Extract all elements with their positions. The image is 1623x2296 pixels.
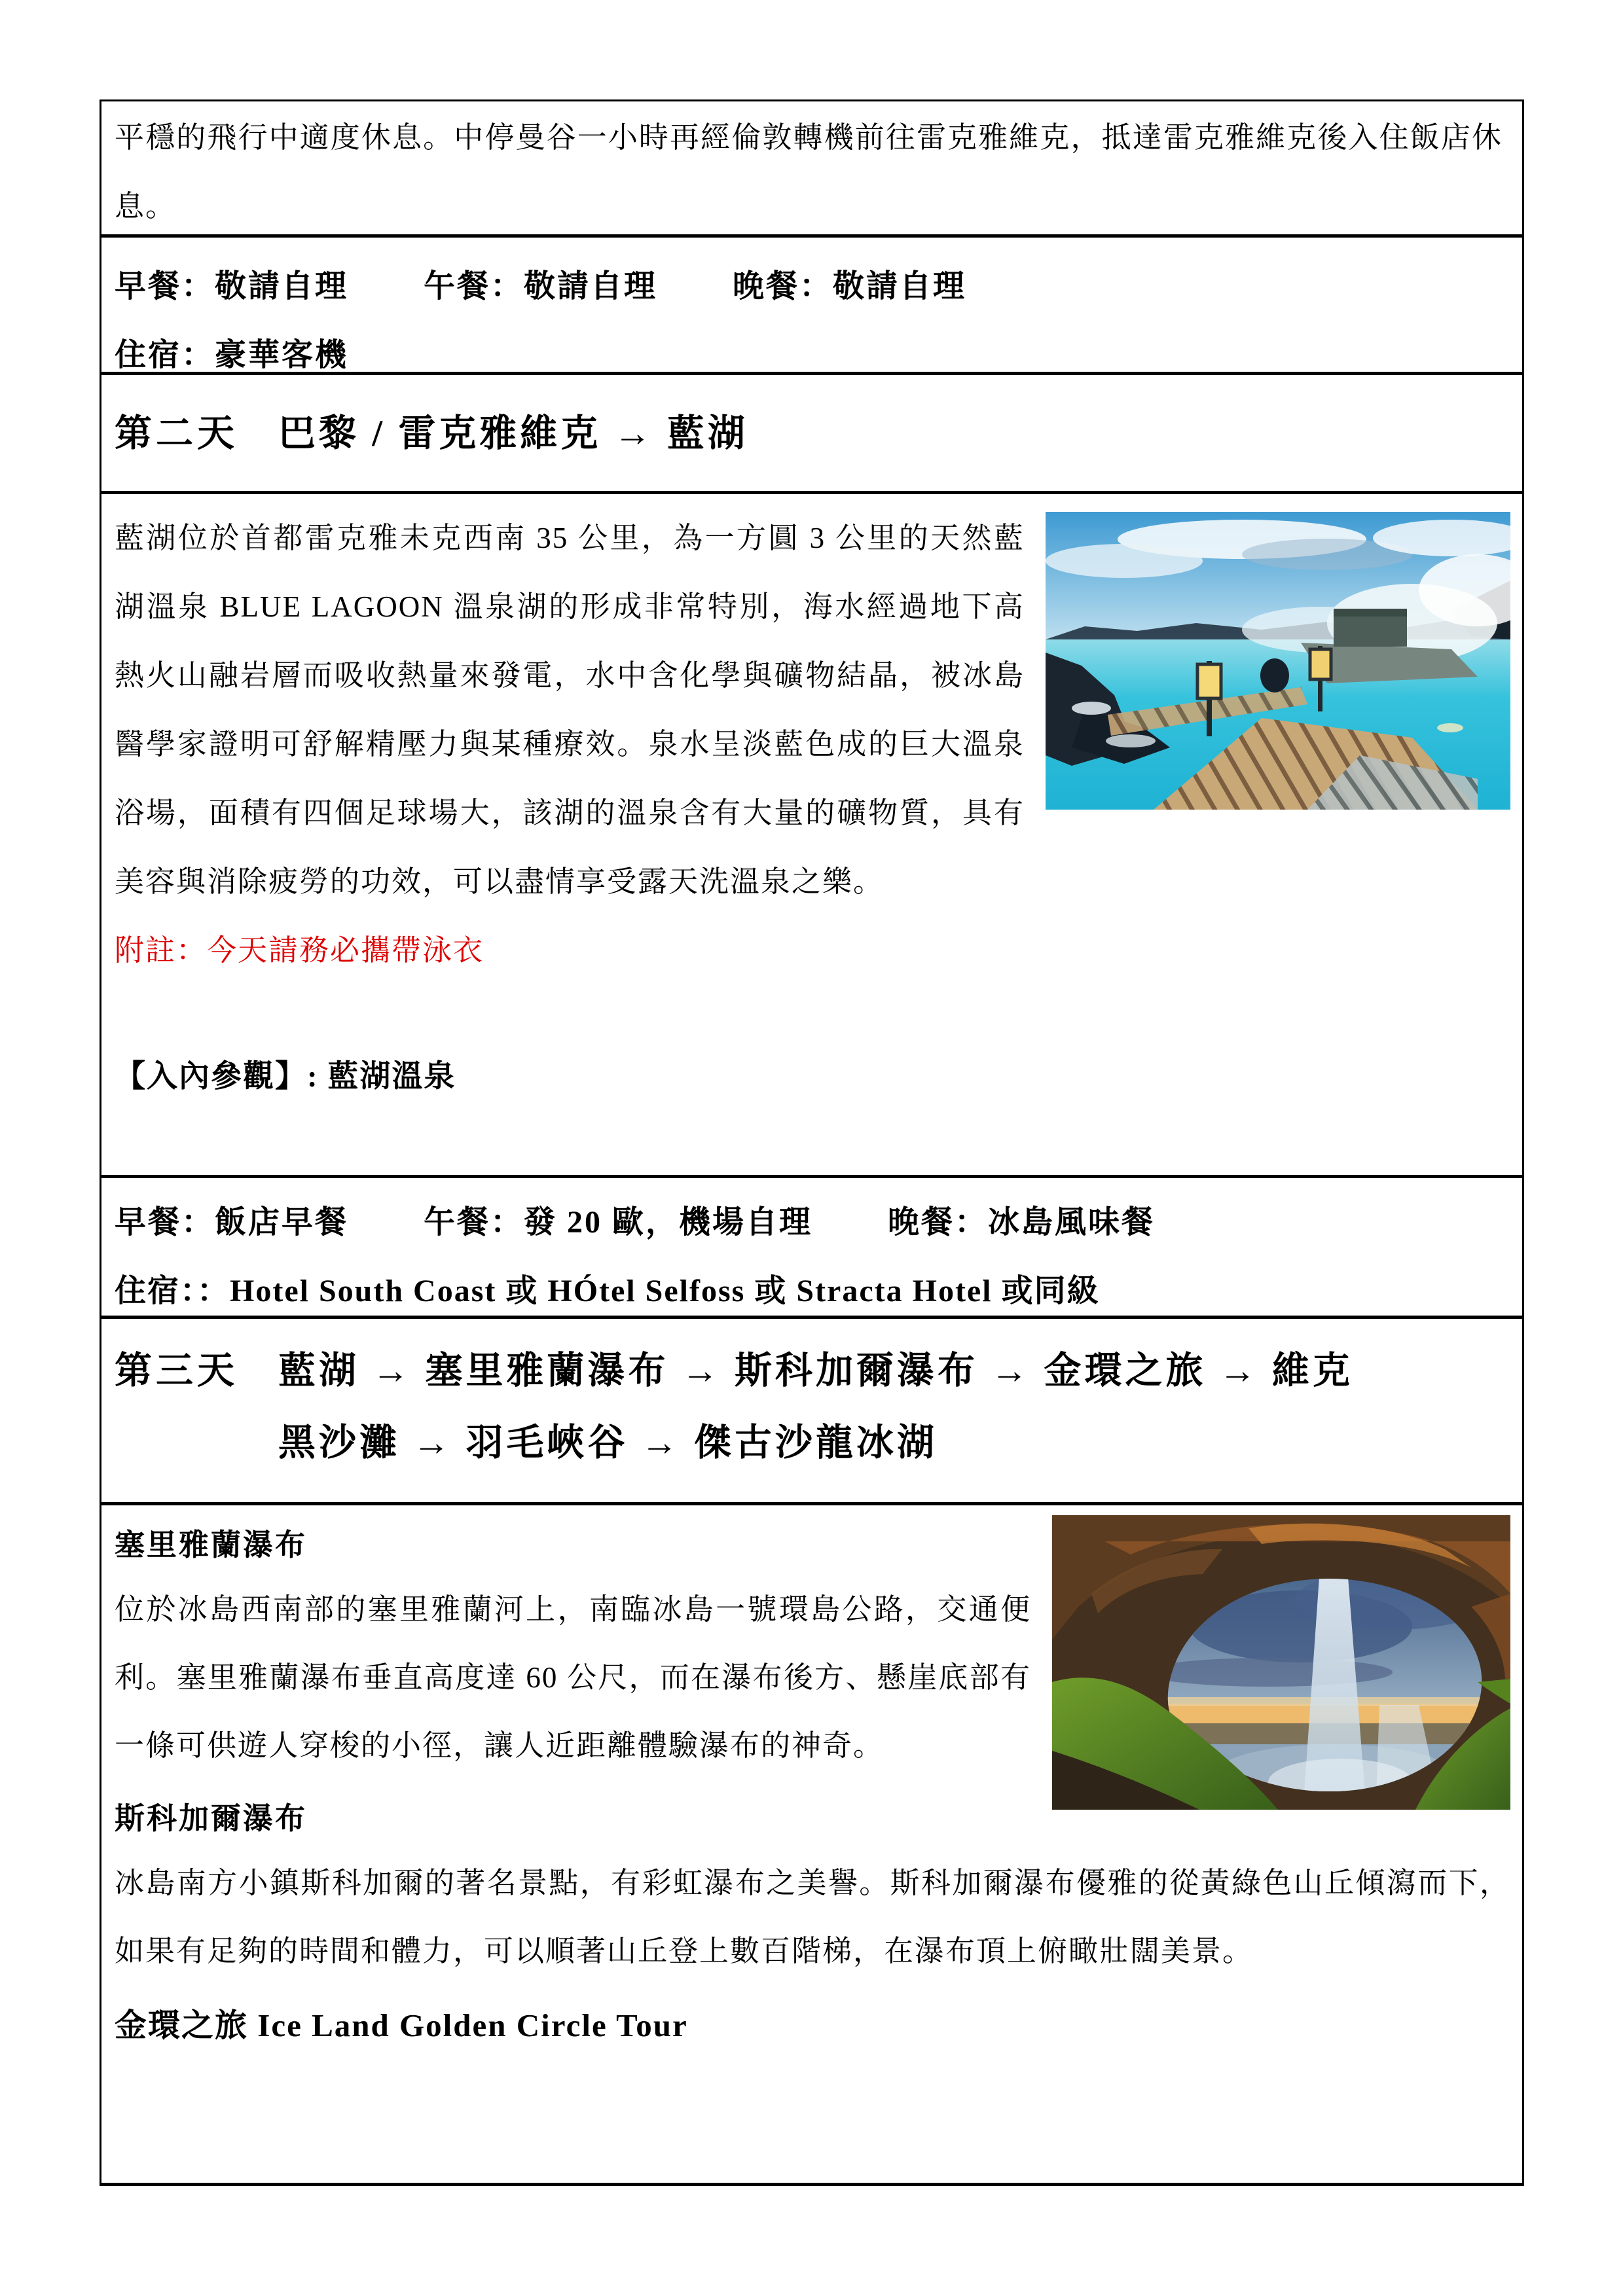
day3-content-row [101, 1502, 1522, 2183]
day1-hotel-line [115, 321, 1509, 372]
day2-visit: 【入內參觀】: 藍湖溫泉 [115, 1060, 456, 1094]
day3-header-row [101, 1316, 1522, 1502]
day2-hotel-line [115, 1257, 1509, 1316]
flight-note-text: 平穩的飛行中適度休息。中停曼谷一小時再經倫敦轉機前往雷克雅維克，抵達雷克雅維克後入住飯店休息。 [115, 121, 1503, 223]
day2-header-row [101, 372, 1522, 491]
blue-lagoon-photo [1046, 512, 1510, 810]
seljalandsfoss-text: 位於冰島西南部的塞里雅蘭河上，南臨冰島一號環島公路，交通便利。塞里雅蘭瀑布垂直高度達 60 公尺，而在瀑布後方、懸崖底部有一條可供遊人穿梭的小徑，讓人近距離體驗瀑布的神奇。 [115, 1593, 1031, 1762]
day1-dinner: 晚餐：敬請自理 [733, 269, 967, 304]
blue-lagoon-illustration [1046, 512, 1510, 810]
day3-route [278, 1335, 1353, 1479]
day2-info-row [101, 1175, 1522, 1316]
day3-route-line-1: 藍湖 → 塞里雅蘭瀑布 → 斯科加爾瀑布 → 金環之旅 → 維克 [278, 1350, 1353, 1391]
day2-breakfast: 早餐：飯店早餐 [115, 1205, 349, 1240]
day2-route: 巴黎 / 雷克雅維克 → 藍湖 [278, 413, 748, 454]
day1-meal-line [115, 252, 1509, 321]
seljalandsfoss-cave-photo [1052, 1515, 1510, 1810]
day1-info-row [101, 234, 1522, 372]
day2-lunch: 午餐：發 20 歐，機場自理 [424, 1205, 813, 1240]
golden-circle-title: 金環之旅 Ice Land Golden Circle Tour [115, 2007, 688, 2043]
flight-note-row [101, 101, 1522, 234]
day2-dinner: 晚餐：冰島風味餐 [888, 1205, 1156, 1240]
day3-label: 第三天 [115, 1350, 238, 1391]
itinerary-table [100, 99, 1524, 2186]
day2-paragraph: 藍湖位於首都雷克雅未克西南 35 公里，為一方圓 3 公里的天然藍湖溫泉 BLUE LAGOON 溫泉湖的形成非常特別，海水經過地下高熱火山融岩層而吸收熱量來發電，水中含化學與礦物結晶，被冰島醫學家證明可舒解精壓力與某種療效。泉水呈淡藍色成的巨大溫泉浴場，面積有四個足球場大，該湖的溫泉含有大量的礦物質，具有美容與消除疲勞的功效，可以盡情享受露天洗溫泉之樂。 [115, 522, 1025, 898]
day1-lunch: 午餐：敬請自理 [424, 269, 658, 304]
day1-hotel: 住宿：豪華客機 [115, 338, 349, 372]
skogafoss-title: 斯科加爾瀑布 [115, 1802, 307, 1835]
day1-breakfast: 早餐：敬請自理 [115, 269, 349, 304]
seljalandsfoss-illustration [1052, 1515, 1510, 1810]
day2-content-row [101, 491, 1522, 1175]
day2-hotel: 住宿：：Hotel South Coast 或 HÓtel Selfoss 或 Stracta Hotel 或同級 [115, 1274, 1100, 1308]
seljalandsfoss-title: 塞里雅蘭瀑布 [115, 1528, 307, 1562]
day2-note: 附註：今天請務必攜帶泳衣 [115, 934, 484, 967]
day2-meal-line [115, 1188, 1509, 1257]
skogafoss-text: 冰島南方小鎮斯科加爾的著名景點，有彩虹瀑布之美譽。斯科加爾瀑布優雅的從黃綠色山丘傾瀉而下，如果有足夠的時間和體力，可以順著山丘登上數百階梯，在瀑布頂上俯瞰壯闊美景。 [115, 1867, 1510, 1967]
day2-label: 第二天 [115, 413, 238, 454]
day3-route-line-2: 黑沙灘 → 羽毛峽谷 → 傑古沙龍冰湖 [278, 1422, 938, 1463]
